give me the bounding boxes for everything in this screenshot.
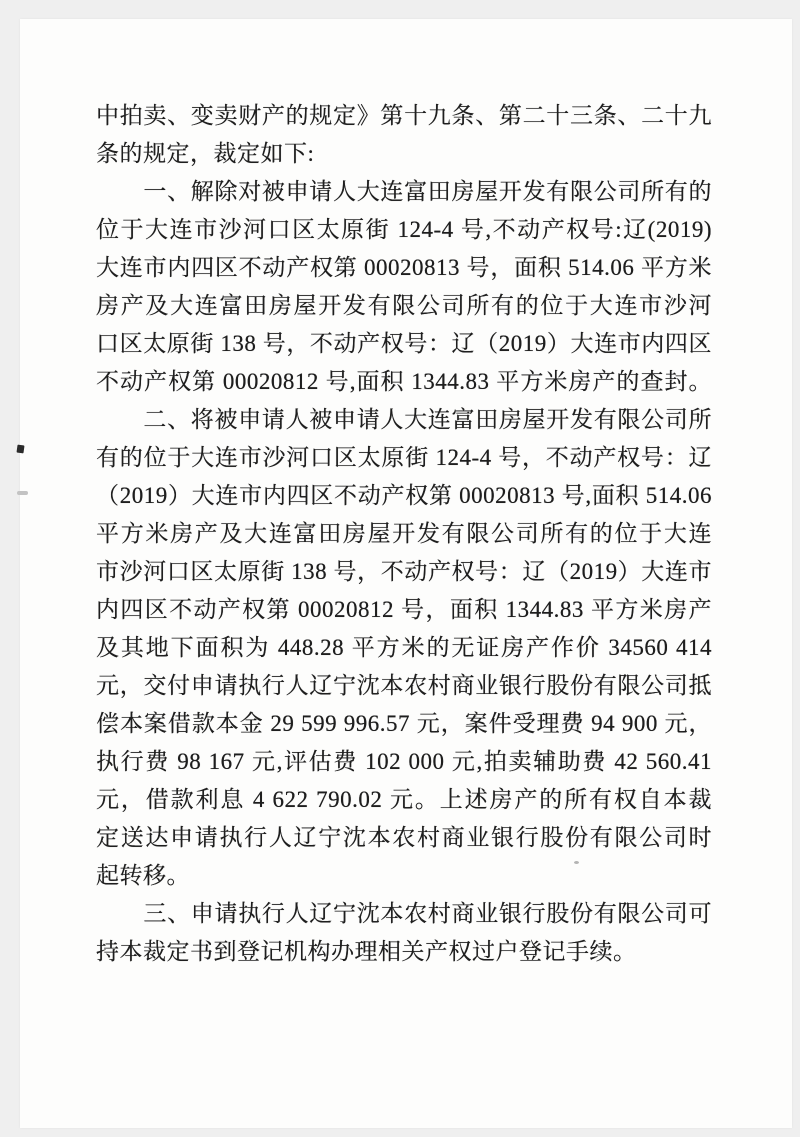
text-line: 三、申请执行人辽宁沈本农村商业银行股份有限公司可 [96, 901, 712, 926]
text-line: 执行费 98 167 元,评估费 102 000 元,拍卖辅助费 42 560.41 [96, 749, 712, 774]
text-line: 中拍卖、变卖财产的规定》第十九条、第二十三条、二十九 [96, 103, 712, 128]
text-line: 条的规定，裁定如下: [96, 141, 315, 166]
text-line: 市沙河口区太原街 138 号，不动产权号：辽（2019）大连市 [96, 559, 712, 584]
text-line: 偿本案借款本金 29 599 996.57 元，案件受理费 94 900 元， [96, 711, 713, 736]
text-line: 起转移。 [96, 863, 190, 888]
document-paper [20, 19, 792, 1128]
text-line: 二、将被申请人被申请人大连富田房屋开发有限公司所 [96, 407, 712, 432]
text-line: 内四区不动产权第 00020812 号，面积 1344.83 平方米房产 [96, 597, 712, 622]
scan-smudge-icon [17, 491, 28, 495]
text-line: 房产及大连富田房屋开发有限公司所有的位于大连市沙河 [96, 293, 712, 318]
text-line: 及其地下面积为 448.28 平方米的无证房产作价 34560 414 [96, 635, 712, 660]
text-line: 大连市内四区不动产权第 00020813 号，面积 514.06 平方米 [96, 255, 712, 280]
text-line: 元，借款利息 4 622 790.02 元。上述房产的所有权自本裁 [96, 787, 712, 812]
text-line: 元，交付申请执行人辽宁沈本农村商业银行股份有限公司抵 [96, 673, 712, 698]
scan-dot-icon [574, 861, 579, 864]
text-line: 定送达申请执行人辽宁沈本农村商业银行股份有限公司时 [96, 825, 712, 850]
text-line: 持本裁定书到登记机构办理相关产权过户登记手续。 [96, 939, 637, 964]
text-line: 口区太原街 138 号，不动产权号：辽（2019）大连市内四区 [96, 331, 712, 356]
text-line: 平方米房产及大连富田房屋开发有限公司所有的位于大连 [96, 521, 712, 546]
text-line: 有的位于大连市沙河口区太原街 124-4 号，不动产权号：辽 [96, 445, 712, 470]
ruling-text-block [96, 97, 712, 971]
text-line: 不动产权第 00020812 号,面积 1344.83 平方米房产的查封。 [96, 369, 712, 394]
text-line: 一、解除对被申请人大连富田房屋开发有限公司所有的 [96, 179, 712, 204]
scan-speck-icon [16, 445, 24, 454]
text-line: （2019）大连市内四区不动产权第 00020813 号,面积 514.06 [96, 483, 712, 508]
text-line: 位于大连市沙河口区太原街 124-4 号,不动产权号:辽(2019) [96, 217, 712, 242]
